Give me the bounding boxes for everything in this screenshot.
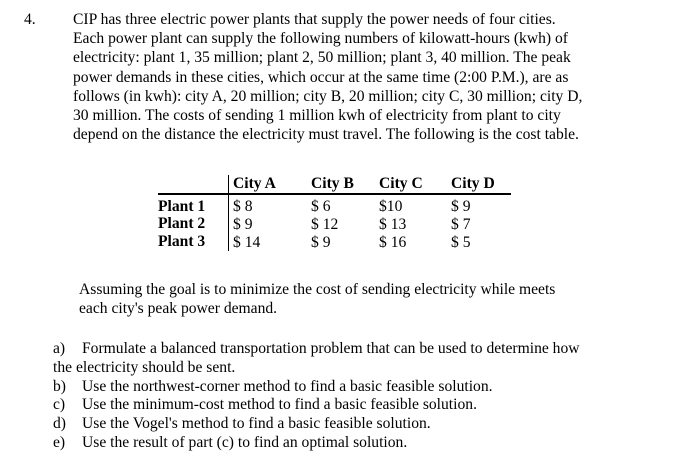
- part-d-label: d): [53, 415, 66, 433]
- header-city-d: City D: [451, 175, 511, 194]
- problem-statement: [73, 10, 673, 144]
- part-d-text: Use the Vogel's method to find a basic feasible solution.: [82, 415, 431, 433]
- cost-cell: $ 5: [451, 234, 471, 251]
- header-city-a: City A: [229, 175, 312, 194]
- question-number: 4.: [24, 11, 36, 28]
- assumption-text: [79, 281, 555, 319]
- part-a-text-line-1: Formulate a balanced transportation problem that can be used to determine how: [82, 340, 580, 357]
- cost-cell: $ 13: [379, 216, 407, 233]
- part-e-label: e): [53, 433, 66, 451]
- row-label-plant-3: Plant 3: [158, 233, 206, 250]
- header-city-c: City C: [379, 175, 451, 194]
- statement-line-2: Each power plant can supply the following numbers of kilowatt-hours (kwh) of: [73, 30, 568, 48]
- cost-table-header-row: [158, 175, 511, 194]
- part-c-label: c): [53, 396, 66, 414]
- part-a-label: a): [53, 340, 66, 357]
- part-d: [53, 415, 580, 434]
- statement-line-7: depend on the distance the electricity must travel. The following is the cost table.: [73, 126, 579, 144]
- statement-line-1: CIP has three electric power plants that supply the power needs of four cities.: [73, 11, 556, 28]
- cost-cell: $ 7: [451, 216, 471, 233]
- cost-cell: $ 16: [379, 234, 407, 251]
- part-b-text: Use the northwest-corner method to find a basic feasible solution.: [82, 377, 493, 395]
- part-c: [53, 396, 580, 415]
- cost-cell: $ 14: [229, 233, 312, 251]
- cost-cell: $ 6: [311, 198, 331, 215]
- row-label-plant-1: Plant 1: [158, 198, 206, 215]
- table-row: [158, 194, 511, 215]
- assumption-line-1: Assuming the goal is to minimize the cost of sending electricity while meets: [79, 281, 556, 298]
- assumption-line-2: each city's peak power demand.: [79, 299, 278, 317]
- statement-line-3: electricity: plant 1, 35 million; plant 2, 50 million; plant 3, 40 million. The peak: [73, 49, 571, 67]
- cost-cell: $ 8: [229, 194, 312, 215]
- part-a: [53, 340, 580, 359]
- statement-line-4: power demands in these cities, which occur at the same time (2:00 P.M.), are as: [73, 68, 569, 86]
- cost-cell: $ 9: [311, 234, 331, 251]
- part-c-text: Use the minimum-cost method to find a basic feasible solution.: [82, 396, 477, 414]
- table-row: [158, 215, 511, 233]
- cost-table: [158, 175, 511, 251]
- cost-cell: $ 12: [311, 216, 339, 233]
- cost-cell: $ 9: [451, 198, 471, 215]
- cost-cell: $ 9: [229, 215, 312, 233]
- statement-line-6: 30 million. The costs of sending 1 million kwh of electricity from plant to city: [73, 107, 561, 125]
- statement-line-5: follows (in kwh): city A, 20 million; city B, 20 million; city C, 30 million; city D,: [73, 87, 583, 105]
- part-e: [53, 434, 580, 453]
- part-e-text: Use the result of part (c) to find an optimal solution.: [82, 433, 408, 451]
- question-parts: [53, 340, 580, 453]
- part-b: [53, 378, 580, 397]
- part-a-text-line-2: the electricity should be sent.: [53, 358, 236, 376]
- header-city-b: City B: [311, 175, 379, 194]
- cost-table-corner: [158, 175, 229, 194]
- cost-cell: $10: [379, 198, 403, 215]
- row-label-plant-2: Plant 2: [158, 215, 206, 232]
- table-row: [158, 233, 511, 251]
- part-b-label: b): [53, 377, 66, 395]
